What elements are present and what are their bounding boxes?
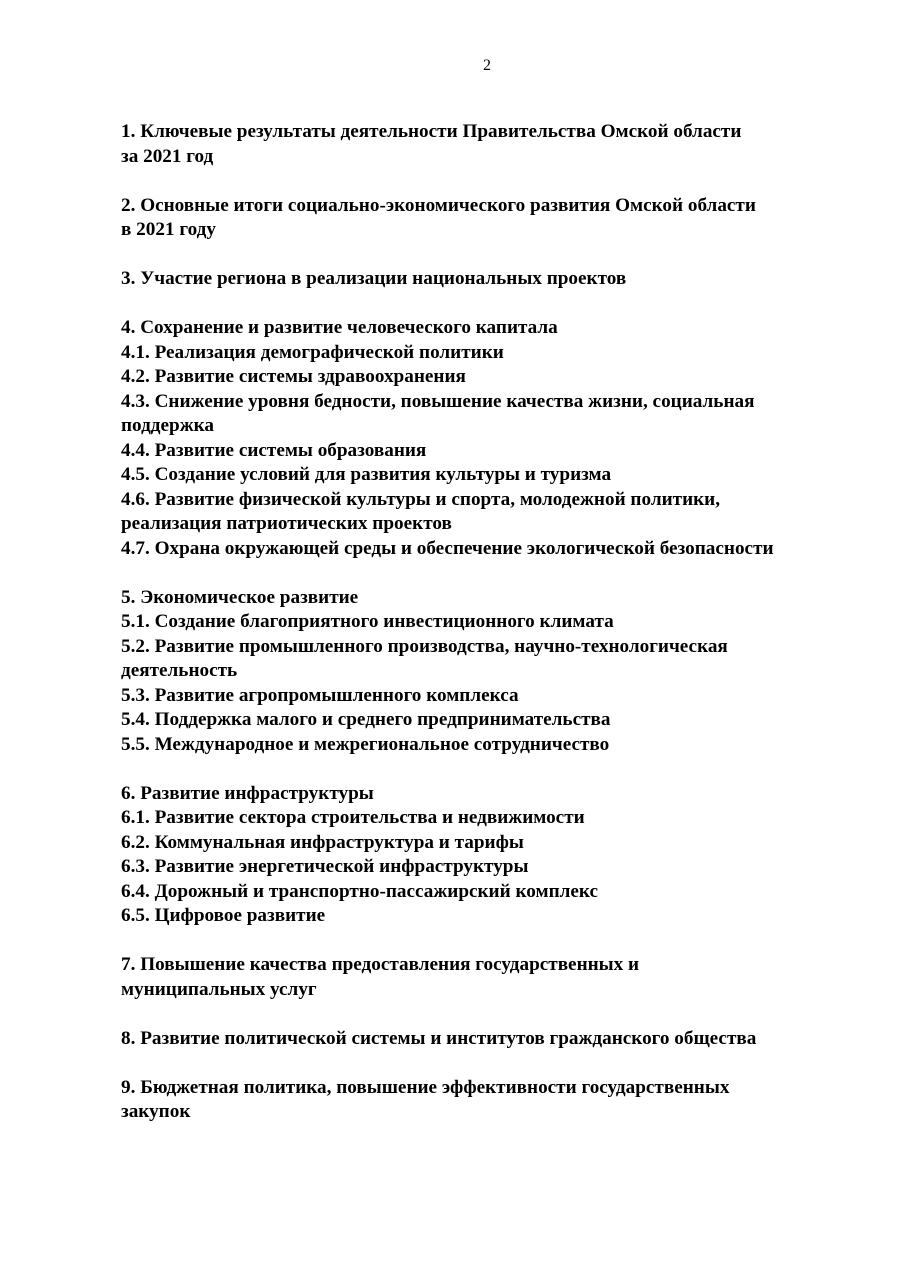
toc-line: деятельность <box>121 660 238 681</box>
toc-line: 6.5. Цифровое развитие <box>121 905 326 926</box>
toc-line: 6.2. Коммунальная инфраструктура и тарифы <box>121 831 524 853</box>
toc-line: за 2021 год <box>121 145 214 167</box>
toc-line: 6.1. Развитие сектора строительства и недвижимости <box>121 807 585 828</box>
toc-line: 6.4. Дорожный и транспортно-пассажирский комплекс <box>121 880 598 902</box>
toc-line: 4.4. Развитие системы образования <box>121 439 427 461</box>
toc-line: 4.3. Снижение уровня бедности, повышение качества жизни, социальная <box>121 390 755 412</box>
toc-line: 4.2. Развитие системы здравоохранения <box>121 366 466 387</box>
toc-line: в 2021 году <box>121 219 216 240</box>
toc-line: 5. Экономическое развитие <box>121 586 359 608</box>
toc-line: 5.5. Международное и межрегиональное сотрудничество <box>121 733 610 755</box>
page-number: 2 <box>483 57 491 74</box>
toc-line: 5.1. Создание благоприятного инвестиционного климата <box>121 611 614 632</box>
toc-line: 5.4. Поддержка малого и среднего предпринимательства <box>121 709 611 730</box>
table-of-contents <box>121 120 861 1125</box>
toc-line: 4.1. Реализация демографической политики <box>121 341 504 363</box>
toc-line: 4.7. Охрана окружающей среды и обеспечение экологической безопасности <box>121 537 774 559</box>
toc-line: 8. Развитие политической системы и институтов гражданского общества <box>121 1027 757 1049</box>
toc-line: 9. Бюджетная политика, повышение эффективности государственных <box>121 1076 730 1098</box>
toc-section <box>121 120 861 169</box>
toc-line: 2. Основные итоги социально-экономического развития Омской области <box>121 194 756 216</box>
toc-line: 4. Сохранение и развитие человеческого капитала <box>121 317 558 338</box>
toc-line: 3. Участие региона в реализации национальных проектов <box>121 268 627 289</box>
toc-line: поддержка <box>121 415 214 436</box>
toc-line: муниципальных услуг <box>121 978 317 1000</box>
toc-line: 5.3. Развитие агропромышленного комплекса <box>121 684 519 706</box>
toc-line: 4.5. Создание условий для развития культуры и туризма <box>121 464 612 485</box>
toc-section <box>121 782 861 929</box>
toc-line: 6.3. Развитие энергетической инфраструктуры <box>121 856 529 877</box>
toc-section <box>121 1027 861 1052</box>
toc-line: закупок <box>121 1101 191 1122</box>
toc-section <box>121 586 861 758</box>
toc-section <box>121 1076 861 1125</box>
toc-line: 5.2. Развитие промышленного производства, научно-технологическая <box>121 635 728 657</box>
toc-section <box>121 316 861 561</box>
toc-line: 7. Повышение качества предоставления государственных и <box>121 954 640 975</box>
toc-section <box>121 194 861 243</box>
toc-section <box>121 267 861 292</box>
toc-line: реализация патриотических проектов <box>121 513 452 534</box>
toc-line: 6. Развитие инфраструктуры <box>121 782 374 804</box>
toc-line: 4.6. Развитие физической культуры и спорта, молодежной политики, <box>121 488 721 510</box>
toc-line: 1. Ключевые результаты деятельности Правительства Омской области <box>121 121 742 142</box>
toc-section <box>121 953 861 1002</box>
